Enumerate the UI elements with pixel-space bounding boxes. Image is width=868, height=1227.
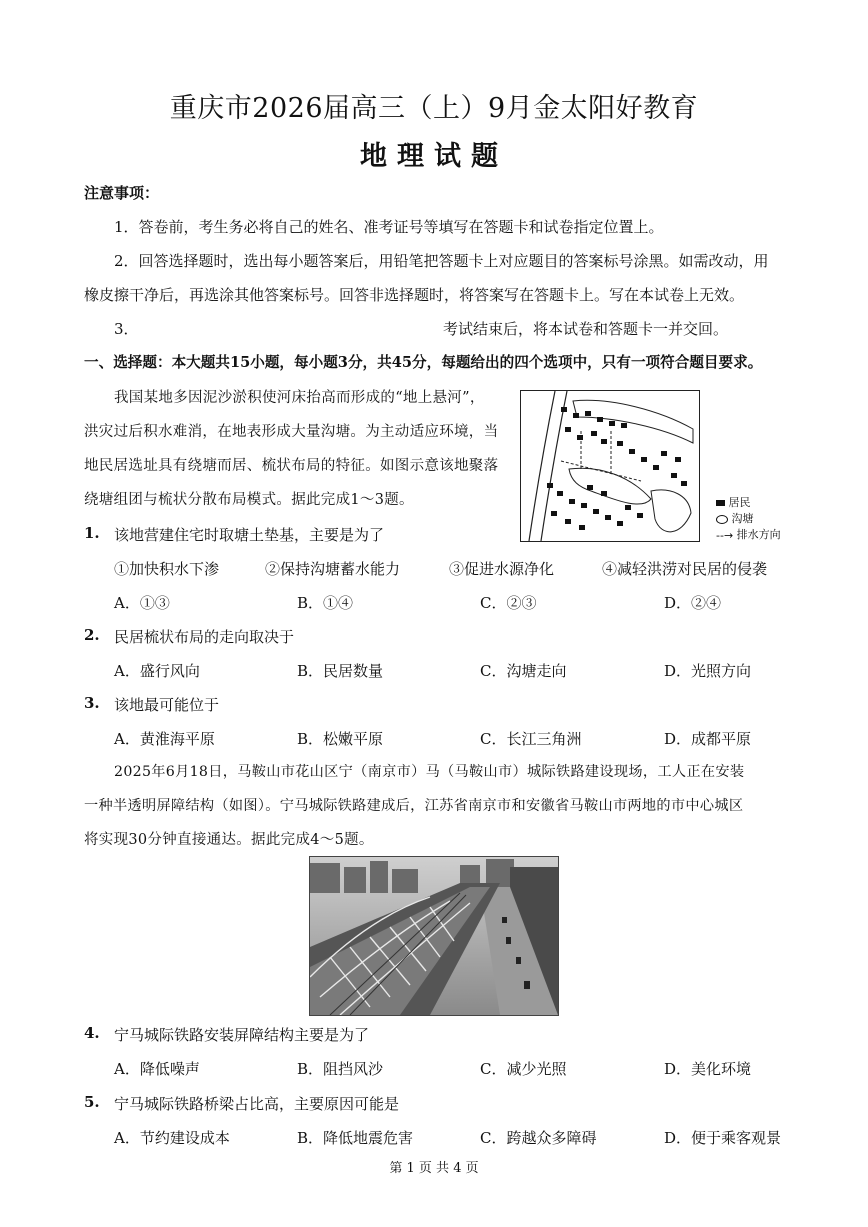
question-3-number: 3.	[84, 694, 100, 712]
question-3-option-d[interactable]: D．成都平原	[664, 730, 752, 748]
question-5-number: 5.	[84, 1093, 100, 1111]
exam-subject: 地理试题	[360, 141, 508, 172]
question-5-stem: 宁马城际铁路桥梁占比高，主要原因可能是	[114, 1095, 400, 1113]
question-4-option-b[interactable]: B．阻挡风沙	[297, 1060, 384, 1078]
question-3-option-c[interactable]: C．长江三角洲	[480, 730, 582, 748]
note-item-2-cont: 橡皮擦干净后，再选涂其他答案标号。回答非选择题时，将答案写在答题卡上。写在本试卷上无效。	[84, 286, 745, 304]
notes-heading: 注意事项：	[84, 184, 160, 202]
passage1-line-2: 洪灾过后积水难消，在地表形成大量沟塘。为主动适应环境，当	[84, 424, 499, 440]
legend-item-houses	[716, 494, 751, 510]
house-symbol-icon	[716, 500, 725, 506]
question-5-option-d[interactable]: D．便于乘客观景	[664, 1129, 782, 1147]
settlement-map-drawing	[521, 391, 699, 541]
passage2-line-3: 将实现30分钟直接通达。据此完成4～5题。	[84, 832, 374, 848]
question-3-stem: 该地最可能位于	[114, 696, 220, 714]
legend-label-ponds: 沟塘	[731, 512, 754, 525]
question-2-option-a[interactable]: A．盛行风向	[114, 662, 200, 680]
question-1-statement-4: ④减轻洪涝对民居的侵袭	[602, 560, 768, 578]
question-2-stem: 民居梳状布局的走向取决于	[114, 628, 295, 646]
question-1-option-b[interactable]: B．①④	[297, 594, 354, 612]
pond-symbol-icon	[716, 515, 728, 524]
railway-photo	[309, 856, 559, 1016]
question-4-number: 4.	[84, 1024, 100, 1042]
passage2-line-1: 2025年6月18日，马鞍山市花山区宁（南京市）马（马鞍山市）城际铁路建设现场，工人正在安装	[114, 764, 745, 780]
section-heading: 一、选择题：本大题共15小题，每小题3分，共45分，每题给出的四个选项中，只有一项符合题目要求。	[84, 354, 763, 371]
question-5-option-b[interactable]: B．降低地震危害	[297, 1129, 414, 1147]
question-1-statement-1: ①加快积水下渗	[114, 560, 220, 578]
question-1-statement-3: ③促进水源净化	[449, 560, 555, 578]
question-3-option-a[interactable]: A．黄淮海平原	[114, 730, 215, 748]
passage1-line-3: 地民居选址具有绕塘而居、梳状布局的特征。如图示意该地聚落	[84, 458, 499, 474]
question-3-option-b[interactable]: B．松嫩平原	[297, 730, 384, 748]
note-item-2: 2．回答选择题时，选出每小题答案后，用铅笔把答题卡上对应题目的答案标号涂黑。如需改动，用	[114, 252, 769, 270]
question-2-option-b[interactable]: B．民居数量	[297, 662, 384, 680]
passage1-line-1: 我国某地多因泥沙淤积使河床抬高而形成的“地上悬河”，	[114, 390, 485, 406]
note-item-3-text: 考试结束后，将本试卷和答题卡一并交回。	[443, 320, 729, 338]
legend-label-drainage: 排水方向	[736, 528, 781, 541]
passage2-line-2: 一种半透明屏障结构（如图）。宁马城际铁路建成后，江苏省南京市和安徽省马鞍山市两地的市中心城区	[84, 798, 744, 814]
question-2-option-c[interactable]: C．沟塘走向	[480, 662, 567, 680]
question-2-number: 2.	[84, 626, 100, 644]
question-4-option-a[interactable]: A．降低噪声	[114, 1060, 200, 1078]
question-5-option-a[interactable]: A．节约建设成本	[114, 1129, 230, 1147]
legend-label-houses: 居民	[728, 496, 751, 509]
question-1-statement-2: ②保持沟塘蓄水能力	[265, 560, 401, 578]
drainage-arrow-icon: --→	[716, 528, 734, 542]
exam-title: 重庆市2026届高三（上）9月金太阳好教育	[169, 93, 699, 124]
question-4-option-d[interactable]: D．美化环境	[664, 1060, 752, 1078]
railway-photo-drawing	[310, 857, 558, 1015]
note-item-1: 1．答卷前，考生务必将自己的姓名、准考证号等填写在答题卡和试卷指定位置上。	[114, 218, 664, 236]
question-1-option-c[interactable]: C．②③	[480, 594, 537, 612]
settlement-map	[520, 390, 700, 542]
legend-item-drainage	[716, 526, 781, 542]
legend-item-ponds	[716, 510, 754, 526]
question-1-option-a[interactable]: A．①③	[114, 594, 170, 612]
question-4-stem: 宁马城际铁路安装屏障结构主要是为了	[114, 1026, 370, 1044]
passage1-line-4: 绕塘组团与梳状分散布局模式。据此完成1～3题。	[84, 492, 414, 508]
question-1-option-d[interactable]: D．②④	[664, 594, 722, 612]
question-1-number: 1.	[84, 524, 100, 542]
note-item-3-num: 3．	[114, 320, 139, 338]
question-4-option-c[interactable]: C．减少光照	[480, 1060, 567, 1078]
question-1-stem: 该地营建住宅时取塘土垫基，主要是为了	[114, 526, 385, 544]
page-number: 第 1 页 共 4 页	[389, 1161, 479, 1176]
question-5-option-c[interactable]: C．跨越众多障碍	[480, 1129, 597, 1147]
question-2-option-d[interactable]: D．光照方向	[664, 662, 752, 680]
